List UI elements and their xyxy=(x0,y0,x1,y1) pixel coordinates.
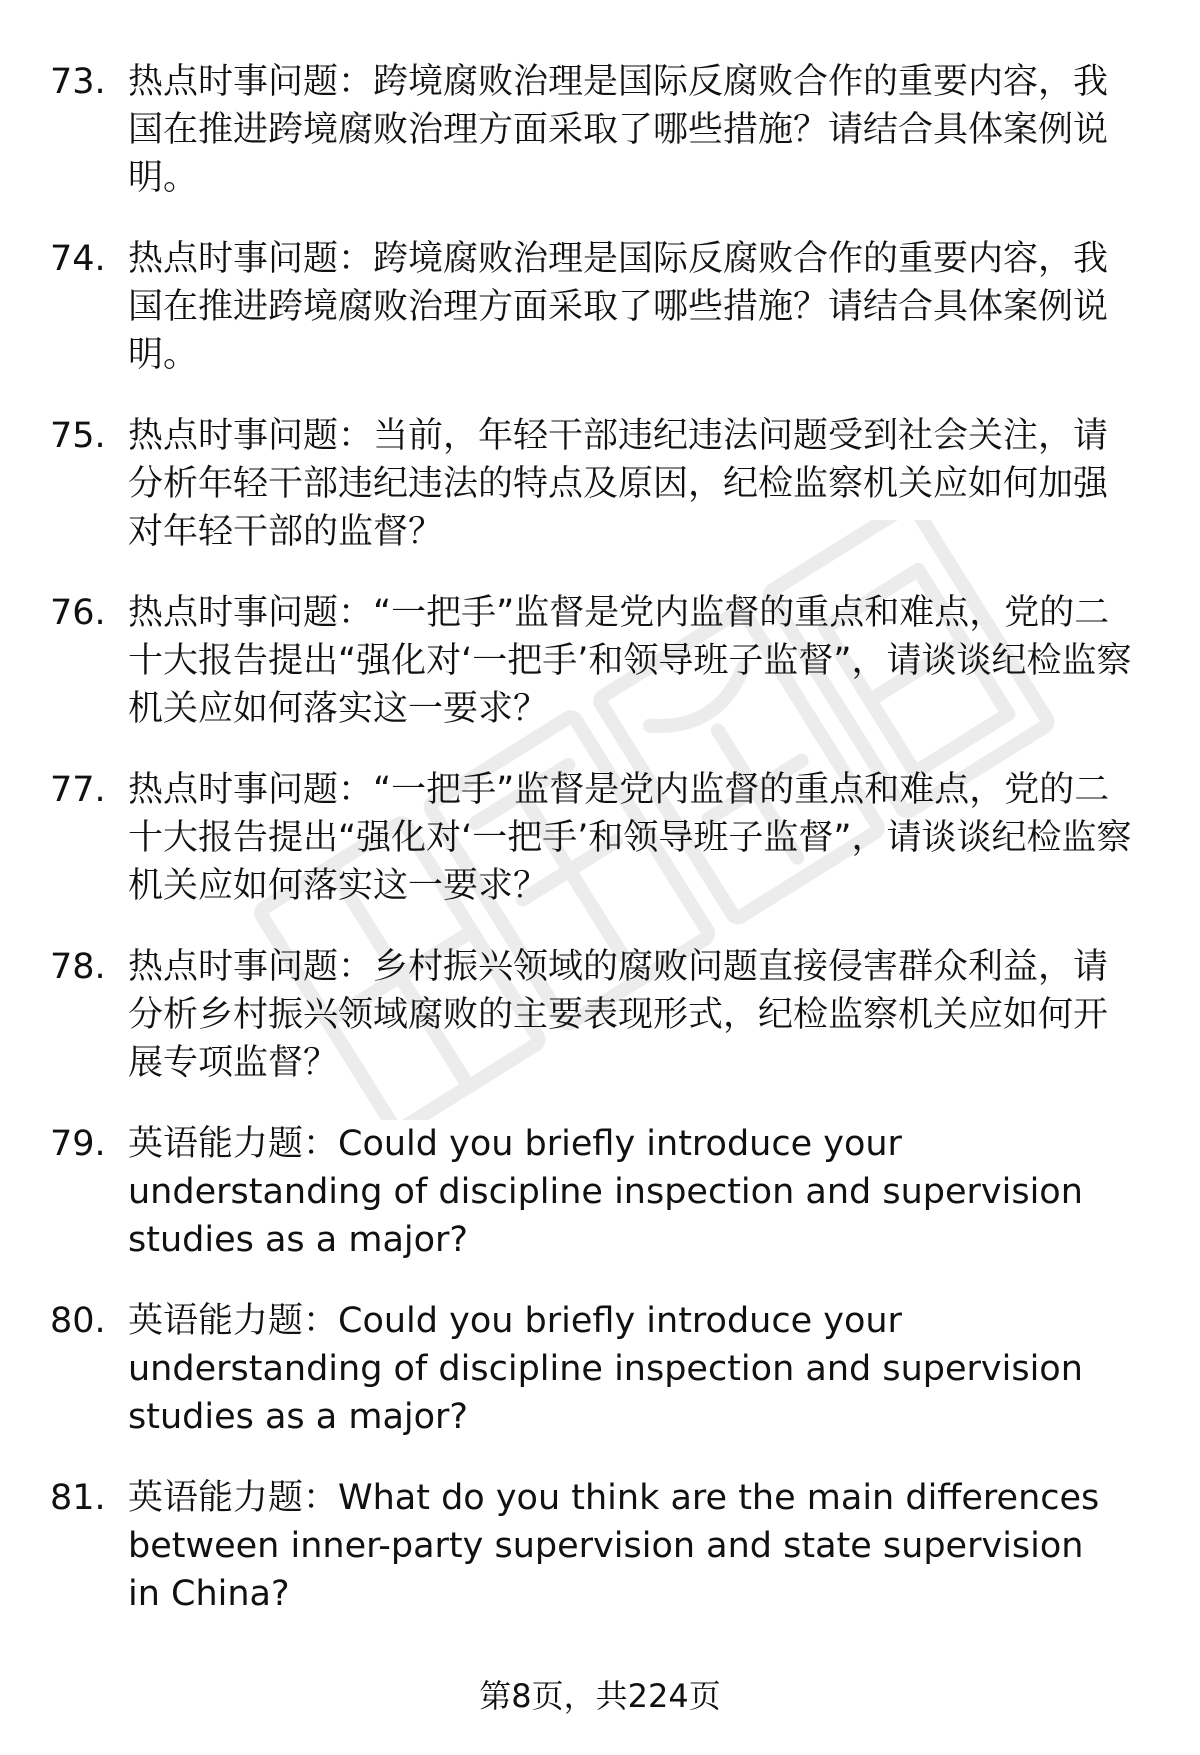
question-text: 英语能力题：What do you think are the main differences between inner-party supervision and state supervision in China? xyxy=(128,1478,1100,1614)
question-list xyxy=(50,58,1140,1651)
question-text: 英语能力题：Could you briefly introduce your understanding of discipline inspection and supervision studies as a major? xyxy=(128,1301,1083,1437)
question-item-75 xyxy=(50,412,1140,556)
question-item-77 xyxy=(50,766,1140,910)
question-item-74 xyxy=(50,235,1140,379)
question-number: 73. xyxy=(50,62,106,102)
question-item-81 xyxy=(50,1474,1140,1618)
question-text: 热点时事问题：跨境腐败治理是国际反腐败合作的重要内容，我国在推进跨境腐败治理方面采取了哪些措施？请结合具体案例说明。 xyxy=(128,62,1109,198)
question-number: 78. xyxy=(50,947,106,987)
question-item-73 xyxy=(50,58,1140,202)
question-item-79 xyxy=(50,1120,1140,1264)
question-text: 英语能力题：Could you briefly introduce your understanding of discipline inspection and supervision studies as a major? xyxy=(128,1124,1083,1260)
question-item-80 xyxy=(50,1297,1140,1441)
question-number: 81. xyxy=(50,1478,106,1518)
question-text: 热点时事问题：乡村振兴领域的腐败问题直接侵害群众利益，请分析乡村振兴领域腐败的主要表现形式，纪检监察机关应如何开展专项监督？ xyxy=(128,947,1109,1083)
question-item-76 xyxy=(50,589,1140,733)
question-number: 79. xyxy=(50,1124,106,1164)
question-number: 80. xyxy=(50,1301,106,1341)
question-item-78 xyxy=(50,943,1140,1087)
question-text: 热点时事问题：跨境腐败治理是国际反腐败合作的重要内容，我国在推进跨境腐败治理方面采取了哪些措施？请结合具体案例说明。 xyxy=(128,239,1109,375)
question-text: 热点时事问题：“一把手”监督是党内监督的重点和难点，党的二十大报告提出“强化对‘一把手’和领导班子监督”，请谈谈纪检监察机关应如何落实这一要求？ xyxy=(128,593,1132,729)
question-number: 75. xyxy=(50,416,106,456)
question-text: 热点时事问题：“一把手”监督是党内监督的重点和难点，党的二十大报告提出“强化对‘一把手’和领导班子监督”，请谈谈纪检监察机关应如何落实这一要求？ xyxy=(128,770,1132,906)
question-text: 热点时事问题：当前，年轻干部违纪违法问题受到社会关注，请分析年轻干部违纪违法的特点及原因，纪检监察机关应如何加强对年轻干部的监督？ xyxy=(128,416,1109,552)
page-footer xyxy=(0,1674,1200,1718)
question-number: 74. xyxy=(50,239,106,279)
question-number: 76. xyxy=(50,593,106,633)
question-number: 77. xyxy=(50,770,106,810)
page-number-label: 第8页，共224页 xyxy=(479,1677,721,1715)
